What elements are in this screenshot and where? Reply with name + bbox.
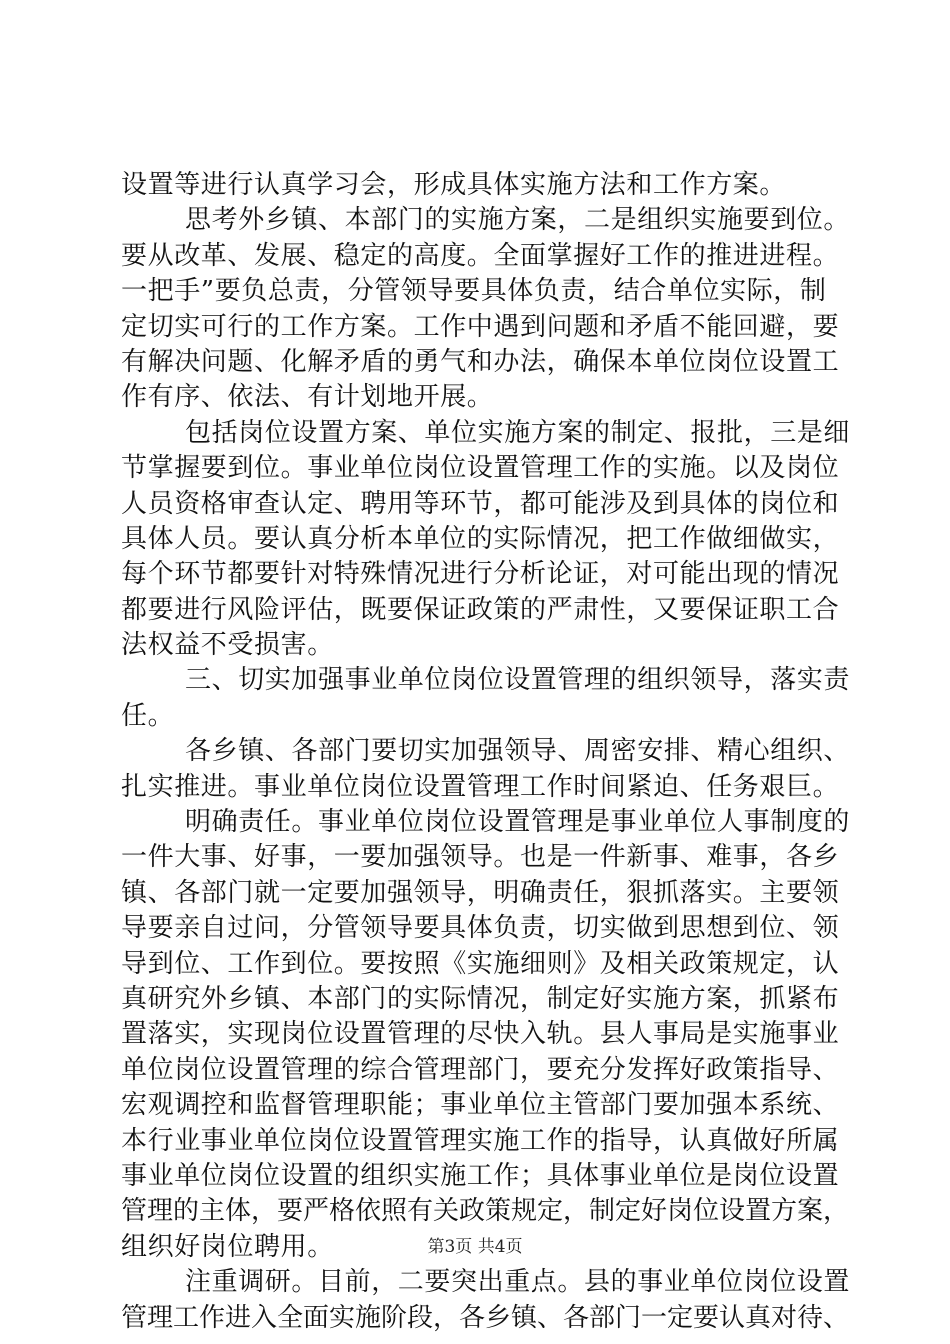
text-line: 单位岗位设置管理的综合管理部门，要充分发挥好政策指导、 (121, 1054, 840, 1085)
text-line: 作有序、依法、有计划地开展。 (121, 382, 494, 413)
text-line: 法权益不受损害。 (121, 630, 334, 661)
text-line: 一把手”要负总责，分管领导要具体负责，结合单位实际，制 (121, 276, 827, 307)
text-line: 任。 (121, 700, 175, 731)
document-body (121, 168, 851, 1336)
text-line: 都要进行风险评估，既要保证政策的严肃性，又要保证职工合 (121, 594, 840, 625)
paragraph (121, 805, 851, 1265)
text-line: 定切实可行的工作方案。工作中遇到问题和矛盾不能回避，要 (121, 311, 840, 342)
text-line: 管理工作进入全面实施阶段，各乡镇、各部门一定要认真对待、 (121, 1302, 850, 1333)
text-line: 具体人员。要认真分析本单位的实际情况，把工作做细做实， (121, 523, 840, 554)
text-line: 每个环节都要针对特殊情况进行分析论证，对可能出现的情况 (121, 559, 840, 590)
text-line: 注重调研。目前，二要突出重点。县的事业单位岗位设置 (185, 1267, 851, 1298)
text-line: 导要亲自过问，分管领导要具体负责，切实做到思想到位、领 (121, 913, 840, 944)
text-line: 扎实推进。事业单位岗位设置管理工作时间紧迫、任务艰巨。 (121, 771, 840, 802)
paragraph (121, 1265, 851, 1336)
text-line: 节掌握要到位。事业单位岗位设置管理工作的实施。以及岗位 (121, 453, 840, 484)
text-line: 包括岗位设置方案、单位实施方案的制定、报批，三是细 (185, 417, 851, 448)
text-line: 各乡镇、各部门要切实加强领导、周密安排、精心组织、 (185, 736, 851, 767)
paragraph (121, 168, 851, 203)
text-line: 思考外乡镇、本部门的实施方案，二是组织实施要到位。 (185, 205, 851, 236)
text-line: 组织好岗位聘用。 (121, 1231, 334, 1262)
text-line: 真研究外乡镇、本部门的实际情况，制定好实施方案，抓紧布 (121, 983, 840, 1014)
text-line: 宏观调控和监督管理职能；事业单位主管部门要加强本系统、 (121, 1090, 840, 1121)
paragraph (121, 203, 851, 415)
paragraph (121, 734, 851, 805)
text-line: 管理的主体，要严格依照有关政策规定，制定好岗位设置方案， (121, 1196, 850, 1227)
text-line: 镇、各部门就一定要加强领导，明确责任，狠抓落实。主要领 (121, 877, 840, 908)
text-line: 本行业事业单位岗位设置管理实施工作的指导，认真做好所属 (121, 1125, 840, 1156)
text-line: 导到位、工作到位。要按照《实施细则》及相关政策规定，认 (121, 948, 840, 979)
text-line: 事业单位岗位设置的组织实施工作；具体事业单位是岗位设置 (121, 1160, 840, 1191)
text-line: 设置等进行认真学习会，形成具体实施方法和工作方案。 (121, 170, 787, 200)
text-line: 人员资格审查认定、聘用等环节，都可能涉及到具体的岗位和 (121, 488, 840, 519)
text-line: 明确责任。事业单位岗位设置管理是事业单位人事制度的 (185, 807, 851, 838)
paragraph (121, 663, 851, 734)
text-line: 置落实，实现岗位设置管理的尽快入轨。县人事局是实施事业 (121, 1019, 840, 1050)
page-footer: 第3页 共4页 (427, 1237, 523, 1257)
text-line: 要从改革、发展、稳定的高度。全面掌握好工作的推进进程。 (121, 240, 840, 271)
text-line: 三、切实加强事业单位岗位设置管理的组织领导，落实责 (185, 665, 851, 696)
paragraph (121, 416, 851, 664)
text-line: 一件大事、好事，一要加强领导。也是一件新事、难事，各乡 (121, 842, 840, 873)
text-line: 有解决问题、化解矛盾的勇气和办法，确保本单位岗位设置工 (121, 346, 840, 377)
